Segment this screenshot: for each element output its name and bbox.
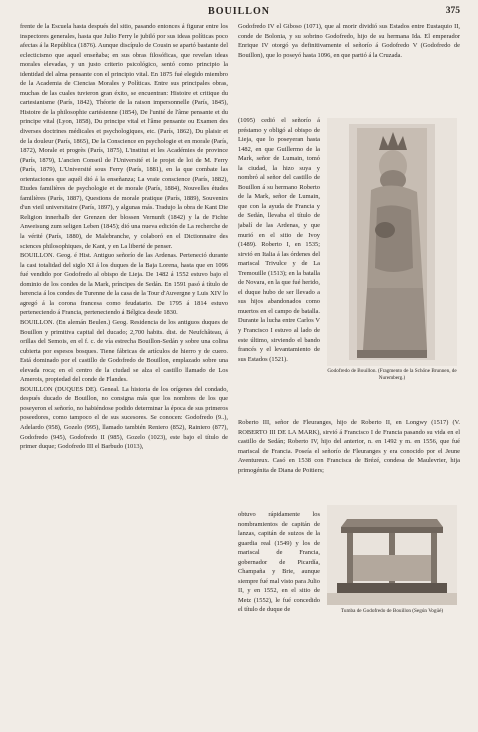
- paragraph-nombramientos: obtuvo rápidamente los nombramientos de capitán de lanzas, capitán de suizos de la guardia real (1549) y los de mariscal de Francia, gobernador de Picardía, Champaña y Brie, aunque siempre fué mal visto para Julio II, y en 1552, en el sitio de Metz (1552), le fué concedido el título de duque de: [238, 511, 320, 614]
- paragraph-mark: (1095) cedió el señorío á préstamo y obligó al obispo de Lieja, que lo poseyeran hasta 1482, en que Guillermo de la Mark, señor de Lumain, tomó la ciudad, la hizo suya y nombró al señor del castillo de Bouillon á su hermano Roberto de la Mark, señor de Lumain, que con la ayuda de Francia y de Sedán, llevaba el título de jabalí de las Ardenas, y que murió en el sitio de Ivoy (1489). Roberto I, en 1535; sirvió en Italia á las órdenes del mariscal Trivulce y de La Tremouille (1513); en la batalla de Novara, en la que fué herido, el duque hubo de ser llevado a sus hijos abandonados como muertos en el campo de batalla. Durante la lucha entre Carlos V y Francisco I estuvo al lado de este último, sirviendo el bando francés y el levantamiento de sus Estados (1521).: [238, 117, 320, 363]
- tomb-caption: Tumba de Godofredo de Bouillon (Según Vogüé): [340, 608, 444, 614]
- paragraph-godofredo: Godofredo IV el Giboso (1071), que al morir dividió sus Estados entre Eustaquio II, conde de Bolonia, y su sobrino Godofredo, hijo de su hermana Ida. El emperador Enrique IV otorgó ya definitivamente el señorío á Godofredo V (Godofredo de Bouillon), que lo poseyó hasta 1096, en que partió á la Cruzada.: [238, 23, 460, 59]
- right-column-wide: [238, 418, 460, 510]
- right-column-top: [238, 22, 460, 116]
- statue-illustration: [327, 118, 457, 366]
- right-column-mid: [238, 116, 320, 416]
- tomb-illustration: [327, 505, 457, 605]
- page-header-title: BOUILLON: [208, 6, 270, 17]
- paragraph-bouillon-geog: BOUILLON. Geog. é Hist. Antiguo señorío de las Ardenas. Perteneció durante la casi totalidad del siglo XI á los duques de la Baja Lorena, hasta que en 1096 fué vendido por Godofredo al obispo de Lieja. De 1482 á 1552 estuvo bajo el dominio de los condes de la Mark, príncipes de Sedán. En 1591 pasó á título de herencia á los condes de Turenne de la casa de la Tour d'Auvergne y Luis XIV lo agregó á la corona francesa como feudatario. De 1795 á 1814 estuvo perteneciendo á Francia, perteneciendo á Bélgica desde 1830.: [20, 252, 228, 317]
- right-column-bottom: [238, 510, 320, 722]
- statue-caption: Godofredo de Bouillon. (Fragmento de la Schöne Brunnen, de Nuremberg.): [327, 368, 457, 381]
- left-column: [20, 22, 228, 722]
- paragraph-bouillier: frente de la Escuela hasta después del sitio, pasando entonces á figurar entre los inspectores generales, hasta que Julio Ferry le jubiló por sus ideas políticas poco afectas á la República (1876). Aunque discípulo de Cousin se apartó bastante del eclecticismo que aquel enseñaba; en sus obras filosóficas, que revelan ideas morales elevadas, y un justo criterio psicológico, sentó como principio la identidad del alma pensante con el principio vital. En 1875 fué elegido miembro de la Academia de Ciencias Morales y Políticas. Entre sus principales obras, muchas de las cuales tuvieron gran éxito, se encuentran: Histoire et critique du cartesianisme (París, 1842), Théorie de la raison impersonnelle (París, 1845), Histoire de la philosophie cartésienne (1854), De l'unité de l'âme pensante et du principe vital (Lyon, 1858), Du principe vital et l'âme pensante ou Examen des diverses doctrines médicales et psychologiques, etc. (París, 1862), Du plaisir et de la douleur (París, 1865), De la Conscience en psychologie et en morale (París, 1872), Morale et progrès (París, 1875), L'institut et les Académies de province (París, 1879), L'ancien Conseil de l'Université et le projet de loi de M. Ferry (París, 1879), L'Université sous Ferry (París, 1881), en la que combate las orientaciones que aquél dió á la enseñanza; La vraie conscience (París, 1882), Etudes familières de psychologie et de morale (París, 1884), Nouvelles études familières (París, 1887), Questions de morale pratique (París, 1889), Souvenirs d'un vieil universitaire (París, 1897), y algunas más. Tradujo la obra de Kant Die Religion innerhalb der Grenzen der blossen Vernunft (1842) y la de Fichte Anweisung zum seligen Leben (1845); dió una nueva edición de La recherche de la vérité (París, 1880), de Malebranche, y colaboró en el Dictionnaire des sciences philosophiques, de Kant, y en La liberté de penser.: [20, 23, 228, 250]
- page-number: 375: [445, 6, 460, 16]
- paragraph-roberto: Roberto III, señor de Fleuranges, hijo de Roberto II, en Longwy (1517) (V. ROBERTO III DE LA MARK), sirvió á Francisco I de Francia pasando su vida en el castillo de Sedán; Roberto IV, hijo del anterior, n. en 1492 y m. en 1556, que fué mariscal de Francia. Poseía el señorío de Fleuranges y era conocido por el Jeune Aventureux. Casó en 1538 con Francisca de Brézé, condesa de Maulevrier, hija primogénita de Diana de Poitiers;: [238, 419, 460, 474]
- paragraph-duques: BOUILLON (DUQUES DE). Geneal. La historia de los orígenes del condado, después ducado de Bouillon, no consigna más que los nombres de los que poseyeron el señorío, no habiéndose podido determinar la época de sus primeros poseedores, como tampoco el de sus sucesores. Se conocen: Godofredo (9..), Adelardo (958), Gozelo (995), llamado también Reniero (852), Rainiero (877), Godofredo (945), Godofredo II (985), Gozelo (1023), este bajo el título de primer duque; Godofredo III el Barbudo (1013),: [20, 385, 228, 451]
- paragraph-bouillon-city: BOUILLON. (En alemán Beulen.) Geog. Residencia de los antiguos duques de Bouillon y primitiva capital del ducado; 2,700 habits. dist. de Neufchâteau, á orillas del Semois, en el f. c. de vía estrecha Bouillon-Sedán y sobre una colina cubierta por espesos bosques. Tiene fábricas de artículos de hierro y de cuero. Está dominado por el castillo de Godofredo de Bouillon, emplazado sobre una elevada roca; en el centro de la ciudad se alza el castillo llamado de Los Amerois, propiedad del conde de Flandes.: [20, 318, 228, 384]
